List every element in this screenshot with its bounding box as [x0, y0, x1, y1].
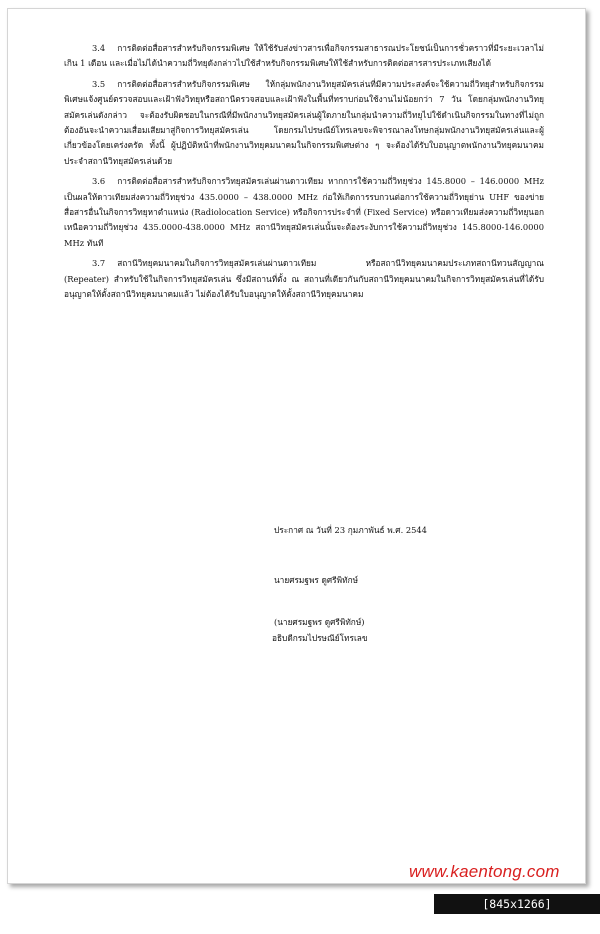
paragraph-3-6 [64, 174, 544, 251]
paragraph-3-5 [64, 77, 544, 169]
paragraph-text: การติดต่อสื่อสารสำหรับกิจกรรมพิเศษ ให้ใช้รับส่งข่าวสารเพื่อกิจกรรมสาธารณประโยชน์เป็นการชั่วคราวที่มีระยะเวลาไม่เกิน 1 เดือน และเมื่อไม่ได้นำความถี่วิทยุดังกล่าวไปใช้สำหรับกิจกรรมพิเศษให้ใช้สำหรับการติดต่อสารสารประเภทเสียงได้ [64, 43, 544, 69]
signature-name: นายศรมฐพร ดูศรีพิทักษ์ [274, 575, 359, 585]
paragraph-3-4 [64, 41, 544, 72]
paragraph-text: การติดต่อสื่อสารสำหรับกิจกรรมพิเศษ ให้กลุ่มพนักงานวิทยุสมัครเล่นที่มีความประสงค์จะใช้ความถี่วิทยุสำหรับกิจกรรมพิเศษแจ้งศูนย์ตรวจสอบและเฝ้าฟังวิทยุหรือสถานีตรวจสอบและเฝ้าฟังในพื้นที่ทราบก่อนใช้งานไม่น้อยกว่า 7 วัน โดยกลุ่มพนักงานวิทยุสมัครเล่นดังกล่าว จะต้องรับผิดชอบในกรณีที่มีพนักงานวิทยุสมัครเล่นผู้ใดภายในกลุ่มนำความถี่วิทยุไปใช้ดำเนินกิจกรรมในทางที่ไม่ถูกต้องอันจะนำความเสื่อมเสียมาสู่กิจการวิทยุสมัครเล่น โดยกรมไปรษณีย์โทรเลขจะพิจารณาลงโทษกลุ่มพนักงานวิทยุสมัครเล่นและผู้เกี่ยวข้องโดยเคร่งครัด ทั้งนี้ ผู้ปฏิบัติหน้าที่พนักงานวิทยุคมนาคมในกิจกรรมพิเศษต่าง ๆ จะต้องได้รับใบอนุญาตพนักงานวิทยุคมนาคมประจำสถานีวิทยุสมัครเล่นด้วย [64, 78, 544, 166]
announcement-date: ประกาศ ณ วันที่ 23 กุมภาพันธ์ พ.ศ. 2544 [274, 525, 427, 535]
document-page [7, 8, 586, 884]
paragraph-text: การติดต่อสื่อสารสำหรับกิจการวิทยุสมัครเล่นผ่านดาวเทียม หากการใช้ความถี่วิทยุช่วง 145.8000 – 146.0000 MHz เป็นผลให้ดาวเทียมส่งความถี่วิทยุช่วง 435.0000 – 438.0000 MHz ก่อให้เกิดการรบกวนต่อการใช้ความถี่วิทยุย่าน UHF ของข่ายสื่อสารอื่นในกิจการวิทยุหาตำแหน่ง (Radiolocation Service) หรือกิจการประจำที่ (Fixed Service) หรือดาวเทียมส่งความถี่วิทยุนอกเหนือความถี่วิทยุช่วง 435.0000-438.0000 MHz สถานีวิทยุสมัครเล่นนั้นจะต้องระงับการใช้ความถี่วิทยุช่วง 145.8000-146.0000 MHz ทันที [64, 176, 544, 248]
paragraph-3-7 [64, 256, 544, 302]
paragraph-number: 3.6 [92, 176, 106, 187]
document-body [64, 41, 544, 643]
signature-title: อธิบดีกรมไปรษณีย์โทรเลข [272, 633, 368, 643]
image-size-badge: [845x1266] https://upic.me/ [434, 894, 600, 914]
signature-name-printed: (นายศรมฐพร ดูศรีพิทักษ์) [274, 617, 365, 627]
paragraph-number: 3.7 [92, 258, 106, 269]
paragraph-text: สถานีวิทยุคมนาคมในกิจการวิทยุสมัครเล่นผ่านดาวเทียม หรือสถานีวิทยุคมนาคมประเภทสถานีทวนสัญญาณ (Repeater) สำหรับใช้ในกิจการวิทยุสมัครเล่น ซึ่งมีสถานที่ตั้ง ณ สถานที่เดียวกันกับสถานีวิทยุคมนาคมในกิจการวิทยุสมัครเล่นที่ได้รับอนุญาตให้ตั้งสถานีวิทยุคมนาคมแล้ว ไม่ต้องได้รับใบอนุญาตให้ตั้งสถานีวิทยุคมนาคม [64, 258, 544, 300]
paragraph-number: 3.5 [92, 78, 106, 89]
site-watermark: www.kaentong.com [409, 862, 560, 881]
paragraph-number: 3.4 [92, 43, 106, 53]
